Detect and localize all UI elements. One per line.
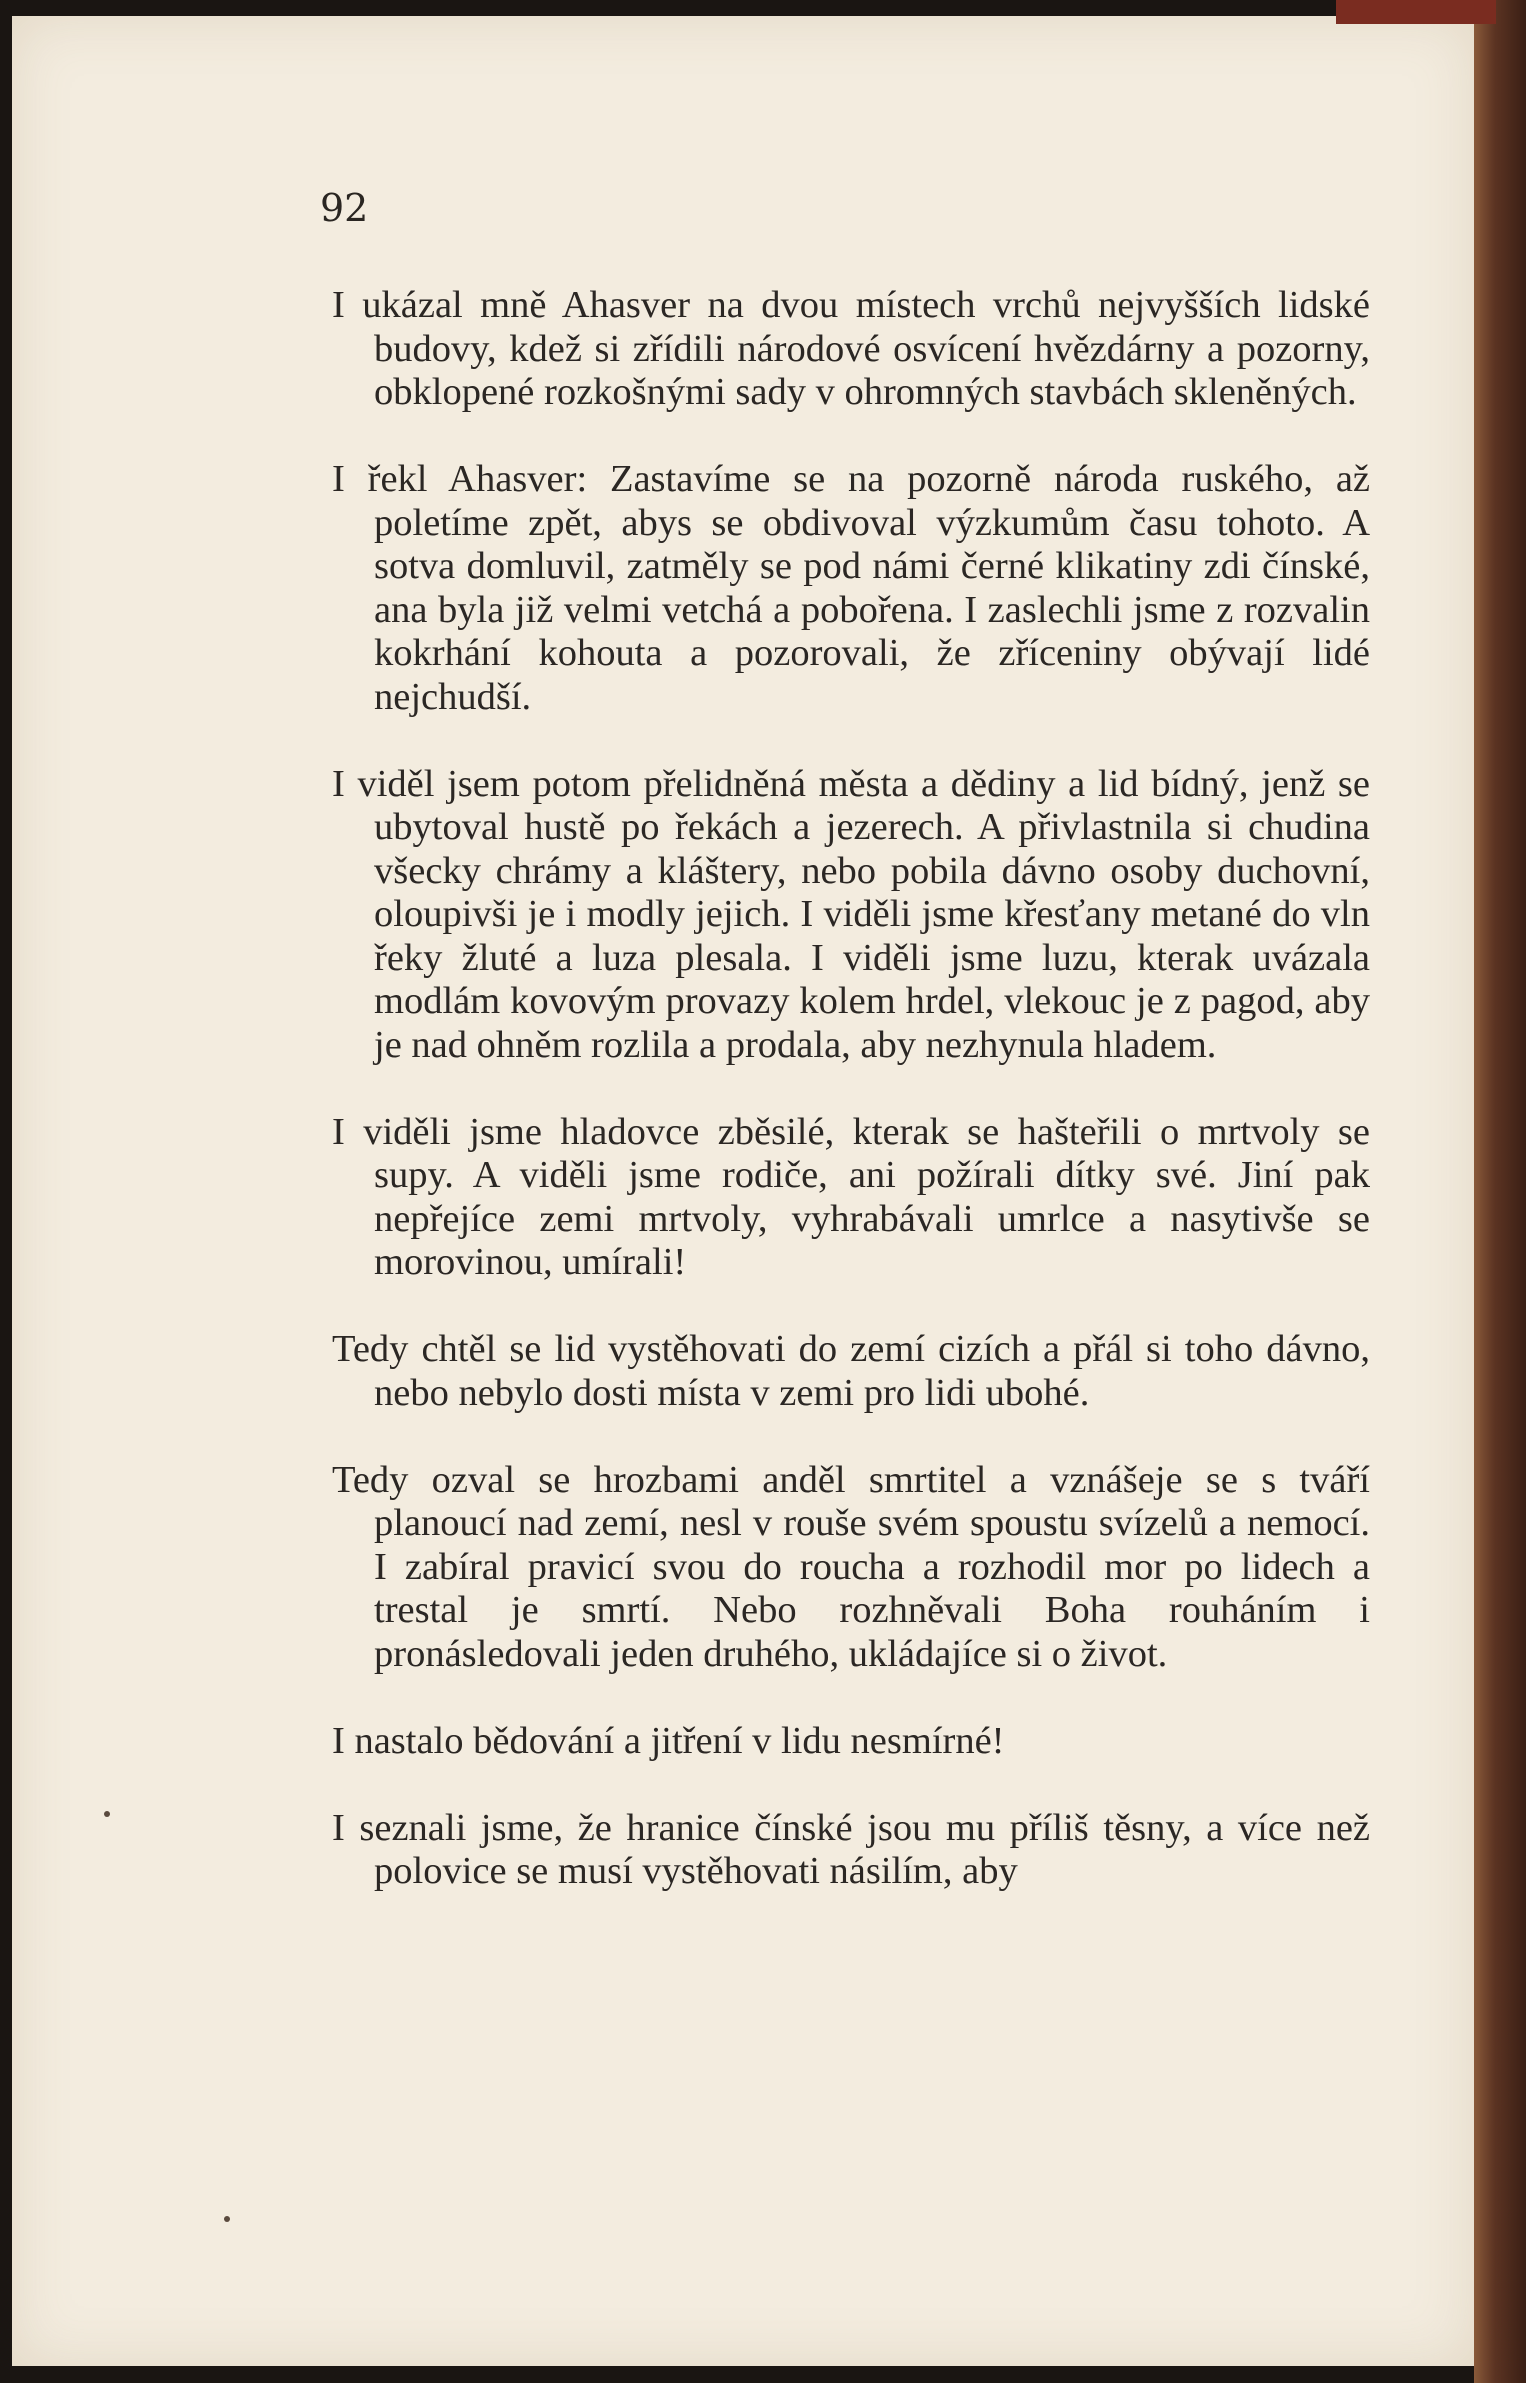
paragraph: I nastalo bědování a jitření v lidu nesmírné! xyxy=(332,1719,1005,1762)
paper-speck xyxy=(104,1811,110,1817)
paragraph: I ukázal mně Ahasver na dvou místech vrchů nejvyšších lidské budovy, kdež si zřídili národové osvícení hvězdárny a pozorny, obklopené rozkošnými sady v ohromných stavbách skleněných. xyxy=(332,284,1370,413)
book-spine-edge xyxy=(1474,0,1526,2383)
book-page xyxy=(12,16,1474,2366)
book-spine-top xyxy=(1336,0,1496,24)
paragraph: I seznali jsme, že hranice čínské jsou mu příliš těsny, a více než polovice se musí vystěhovati násilím, aby xyxy=(332,1806,1370,1892)
page-text xyxy=(332,284,1370,1894)
paragraph: Tedy ozval se hrozbami anděl smrtitel a vznášeje se s tváří planoucí nad zemí, nesl v rouše svém spoustu svízelů a nemocí. I zabíral pravicí svou do roucha a rozhodil mor po lidech a trestal je smrtí. Nebo rozhněvali Boha rouháním i pronásledovali jeden druhého, ukládajíce si o život. xyxy=(332,1458,1370,1675)
paragraph: I řekl Ahasver: Zastavíme se na pozorně národa ruského, až poletíme zpět, abys se obdivoval výzkumům času tohoto. A sotva domluvil, zatměly se pod námi černé klikatiny zdi čínské, ana byla již velmi vetchá a pobořena. I zaslechli jsme z rozvalin kokrhání kohouta a pozorovali, že zříceniny obývají lidé nejchudší. xyxy=(332,458,1370,718)
paragraph: Tedy chtěl se lid vystěhovati do zemí cizích a přál si toho dávno, nebo nebylo dosti místa v zemi pro lidi ubohé. xyxy=(332,1328,1370,1414)
paragraph: I viděli jsme hladovce zběsilé, kterak se hašteřili o mrtvoly se supy. A viděli jsme rodiče, ani požírali dítky své. Jiní pak nepřejíce zemi mrtvoly, vyhrabávali umrlce a nasytivše se morovinou, umírali! xyxy=(332,1110,1370,1283)
page-number: 92 xyxy=(320,186,369,230)
paragraph: I viděl jsem potom přelidněná města a dědiny a lid bídný, jenž se ubytoval hustě po řekách a jezerech. A přivlastnila si chudina všecky chrámy a kláštery, nebo pobila dávno osoby duchovní, oloupivši je i modly jejich. I viděli jsme křesťany metané do vln řeky žluté a luza plesala. I viděli jsme luzu, kterak uvázala modlám kovovým provazy kolem hrdel, vlekouc je z pagod, aby je nad ohněm rozlila a prodala, aby nezhynula hladem. xyxy=(332,762,1370,1066)
paper-speck xyxy=(224,2216,230,2222)
